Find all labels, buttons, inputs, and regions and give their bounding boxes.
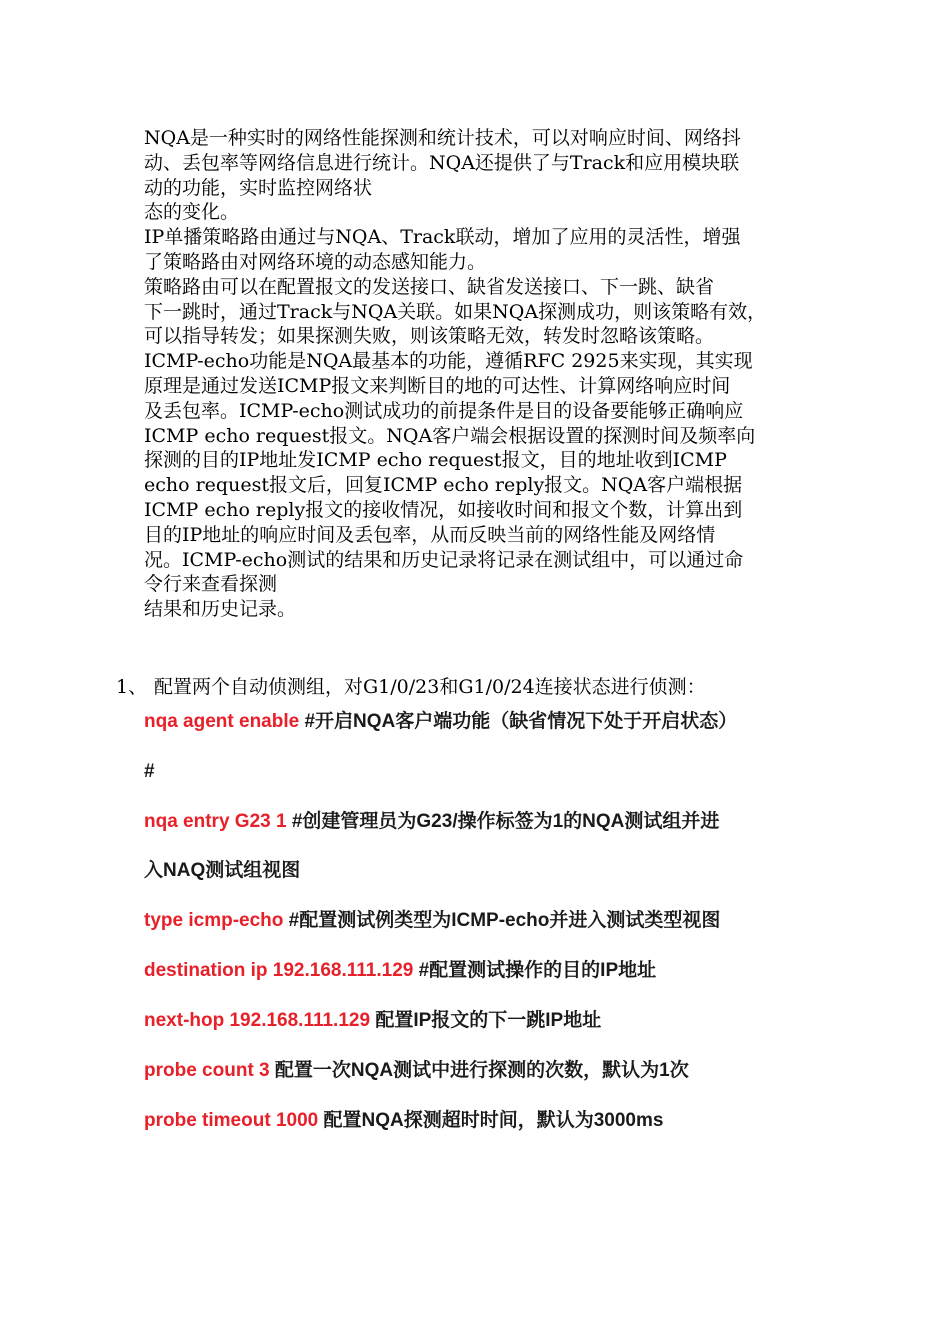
config-line bbox=[144, 1108, 824, 1134]
config-comment: #配置测试操作的目的IP地址 bbox=[413, 960, 657, 981]
config-line bbox=[144, 709, 824, 735]
config-command: probe count 3 bbox=[144, 1060, 270, 1081]
config-command: probe timeout 1000 bbox=[144, 1110, 319, 1131]
step-heading bbox=[116, 674, 706, 700]
config-line bbox=[144, 759, 824, 785]
config-comment: 配置一次NQA测试中进行探测的次数，默认为1次 bbox=[269, 1060, 689, 1081]
config-comment: 配置IP报文的下一跳IP地址 bbox=[370, 1010, 602, 1031]
config-comment: #配置测试例类型为ICMP-echo并进入测试类型视图 bbox=[283, 910, 721, 931]
step-title-text: 配置两个自动侦测组，对G1/0/23和G1/0/24连接状态进行侦测： bbox=[154, 676, 706, 698]
step-number: 1、 bbox=[116, 676, 148, 698]
config-comment: 配置NQA探测超时时间，默认为3000ms bbox=[318, 1110, 664, 1131]
config-line bbox=[144, 1058, 824, 1084]
intro-paragraph: NQA是一种实时的网络性能探测和统计技术，可以对响应时间、网络抖 动、丢包率等网络信息进行统计。NQA还提供了与Track和应用模块联 动的功能，实时监控网络状 态的变化。 IP单播策略路由通过与NQA、Track联动，增加了应用的灵活性，增强 了策略路由对网络环境的动态感知能力。 策略路由可以在配置报文的发送接口、缺省发送接口、下一跳、缺省 下一跳时，通过Track与NQA关联。如果NQA探测成功，则该策略有效， 可以指导转发；如果探测失败，则该策略无效，转发时忽略该策略。 ICMP-echo功能是NQA最基本的功能，遵循RFC 2925来实现，其实现 原理是通过发送ICMP报文来判断目的地的可达性、计算网络响应时间 及丢包率。ICMP-echo测试成功的前提条件是目的设备要能够正确响应 ICMP echo request报文。NQA客户端会根据设置的探测时间及频率向 探测的目的IP地址发ICMP echo request报文，目的地址收到ICMP echo request报文后，回复ICMP echo reply报文。NQA客户端根据 ICMP echo reply报文的接收情况，如接收时间和报文个数，计算出到 目的IP地址的响应时间及丢包率，从而反映当前的网络性能及网络情 况。ICMP-echo测试的结果和历史记录将记录在测试组中，可以通过命 令行来查看探测 结果和历史记录。 bbox=[144, 127, 767, 621]
config-line bbox=[144, 908, 824, 934]
config-command: nqa agent enable bbox=[144, 711, 300, 732]
config-comment: #开启NQA客户端功能（缺省情况下处于开启状态） bbox=[299, 711, 738, 732]
config-command: next-hop 192.168.111.129 bbox=[144, 1010, 371, 1031]
config-command: type icmp-echo bbox=[144, 910, 284, 931]
config-line bbox=[144, 958, 824, 984]
config-line bbox=[144, 858, 824, 884]
config-comment: # bbox=[144, 761, 155, 782]
config-comment: #创建管理员为G23/操作标签为1的NQA测试组并进 bbox=[286, 811, 720, 832]
config-command: nqa entry G23 1 bbox=[144, 811, 287, 832]
config-command: destination ip 192.168.111.129 bbox=[144, 960, 414, 981]
config-line bbox=[144, 1008, 824, 1034]
config-line bbox=[144, 809, 824, 835]
config-comment: 入NAQ测试组视图 bbox=[144, 860, 301, 881]
